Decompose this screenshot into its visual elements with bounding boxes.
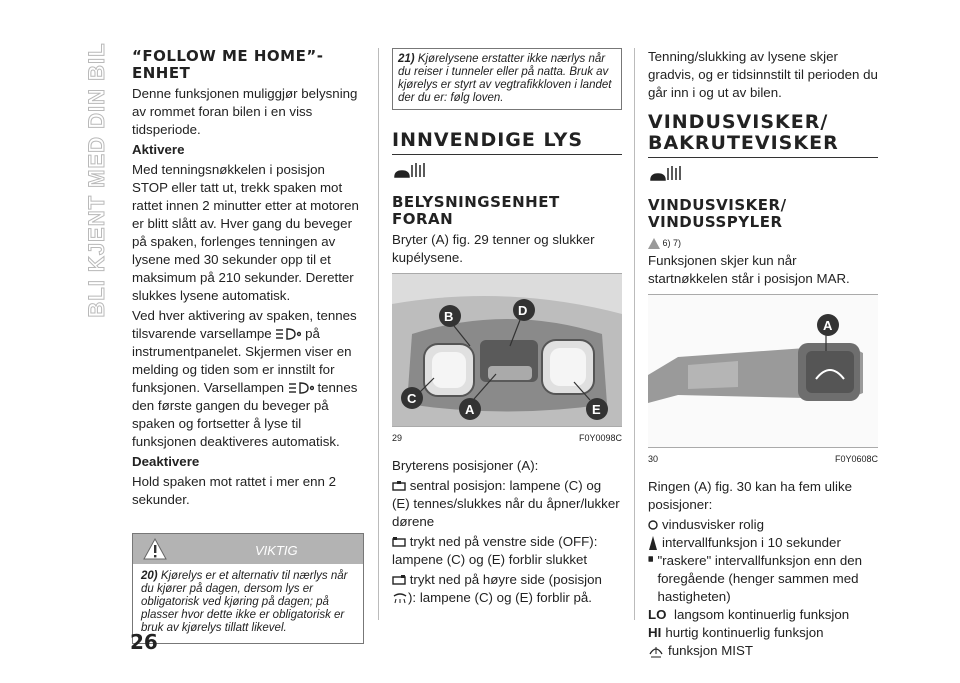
activate-title: Aktivere [132,142,185,157]
heading-rule [392,154,622,155]
ring-intro: Ringen (A) fig. 30 kan ha fem ulike posisjoner: [648,479,852,512]
activate-p2c: tennes den første gangen du beveger på spaken og fortsetter å lyse til funksjonen deaktiveres automatisk. [132,380,358,449]
switch-right-icon [392,574,406,586]
switch-center-icon [392,480,406,492]
callout-a: A [823,318,833,333]
interval-icon [648,535,658,551]
section-title-text: BLI KJENT MED DIN BIL [84,42,109,318]
lamp-icon [392,161,426,181]
ring-position-3 [648,552,878,606]
heading-rule [648,157,878,158]
ring-position-1-text: vindusvisker rolig [662,517,764,532]
column-follow-me-home [132,48,364,644]
callout-c: C [407,391,417,406]
dome-light-icon [392,592,408,604]
wiper-intro-2: Funksjonen skjer kun når startnøkkelen står i posisjon MAR. [648,253,850,286]
activate-paragraph-1: Med tenningsnøkkelen i posisjon STOP eller tatt ut, trekk spaken mot rattet innen 2 minutter etter at motoren er blitt slått av. Hver gang du beveger på spaken, forlenges tenningen av lysene med 30 sekunder opp til et maksimum på 210 sekunder. Deretter slukkes lysene automatisk. [132,162,359,303]
figure-30-photo [648,294,878,448]
switch-left-icon [392,536,406,548]
ring-position-4-text: langsom kontinuerlig funksjon [674,607,850,622]
deactivate-title: Deaktivere [132,454,200,469]
warning-label: VIKTIG [255,543,298,558]
column-wipers [648,48,878,660]
headlight-warning-icon [275,327,301,341]
warning-box [132,533,364,644]
note-21-number: 21) [398,53,415,65]
ring-position-1 [648,516,878,534]
wiper-heading: VINDUSVISKER/ BAKRUTEVISKER [648,111,839,154]
position-2 [392,533,622,569]
hi-symbol: HI [648,625,662,640]
figure-29-photo [392,273,622,427]
note-21-text: Kjørelysene erstatter ikke nærlys når du reiser i tunneler eller på natta. Bruk av kjørelys er styrt av vegtrafikkloven i landet der du er: følg loven. [398,53,612,104]
figure-30-code: F0Y0608C [834,454,878,464]
deactivate-paragraph: Hold spaken mot rattet i mer enn 2 sekunder. [132,474,336,507]
figure-29-number: 29 [392,433,403,443]
ring-position-2-text: intervallfunksjon i 10 sekunder [662,535,841,550]
wiper-intro: Tenning/slukking av lysene skjer gradvis, og er tidsinnstilt til perioden du går inn i og ut av bilen. [648,49,878,100]
positions-intro: Bryterens posisjoner (A): [392,458,539,473]
refs-row [648,234,878,252]
mist-icon [648,644,664,658]
wiper-washer-heading: VINDUSVISKER/ VINDUSSPYLER [648,196,787,231]
section-title [82,40,112,320]
ring-position-3-text: "raskere" intervallfunksjon enn den foregående (henger sammen med hastigheten) [657,553,863,604]
front-light-intro: Bryter (A) fig. 29 tenner og slukker kupélysene. [392,232,595,265]
fast-interval-icon [648,552,653,566]
note-21 [392,48,622,110]
figure-29-caption [392,429,622,447]
ring-position-6 [648,642,878,660]
figure-30-caption [648,450,878,468]
ring-position-2 [648,534,878,552]
interior-lights-heading: INNVENDIGE LYS [392,129,584,151]
callout-e: E [592,402,601,417]
column-divider [634,48,635,620]
lamp-icon [648,164,682,184]
warning-triangle-icon [143,537,167,561]
position-3 [392,571,622,607]
headlight-warning-icon [288,381,314,395]
column-divider [378,48,379,620]
lo-symbol: LO [648,607,667,622]
page-number: 26 [130,630,158,654]
position-1-text: sentral posisjon: lampene (C) og (E) tennes/slukkes når du åpner/lukker dørene [392,478,620,529]
activate-paragraph-2 [132,307,364,451]
note-20 [133,564,363,643]
follow-me-home-intro: Denne funksjonen muliggjør belysning av rommet foran bilen i en viss tidsperiode. [132,86,358,137]
position-2-text: trykt ned på venstre side (OFF): lampene (C) og (E) forblir slukket [392,534,598,567]
activate-p2b: på instrumentpanelet. Skjermen viser en melding og tiden som er innstilt for funksjonen. Varsellampen [132,326,352,395]
refs-text: 6) 7) [662,238,682,248]
ring-position-5-text: hurtig kontinuerlig funksjon [665,625,824,640]
ceiling-light-illustration [392,274,622,426]
ring-position-4 [648,606,878,624]
follow-me-home-heading: “FOLLOW ME HOME”-ENHET [132,47,324,82]
activate-p2a: Ved hver aktivering av spaken, tennes tilsvarende varsellampe [132,308,357,341]
position-3-text-a: trykt ned på høyre side (posisjon [409,572,602,587]
callout-a: A [465,402,475,417]
note-20-number: 20) [141,570,158,582]
position-3-text-b: ): lampene (C) og (E) forblir på. [408,590,593,605]
ring-position-6-text: funksjon MIST [668,643,753,658]
ring-position-5 [648,624,878,642]
callout-b: B [444,309,454,324]
figure-30-number: 30 [648,454,659,464]
off-circle-icon [648,520,658,530]
callout-d: D [518,303,528,318]
note-20-text: Kjørelys er et alternativ til nærlys når du kjører på dagen, dersom lys er obligatorisk ved kjøring på dagen; på plasser hvor dette ikke er obligatorisk er bruk av kjørelys tillatt likevel. [141,570,348,634]
warning-header [133,534,363,564]
column-interior-lights [392,48,622,609]
caution-icon [648,238,660,249]
front-light-unit-heading: BELYSNINGSENHET FORAN [392,193,560,228]
wiper-stalk-illustration [648,295,878,447]
figure-29-code: F0Y0098C [578,433,622,443]
position-1 [392,477,622,531]
